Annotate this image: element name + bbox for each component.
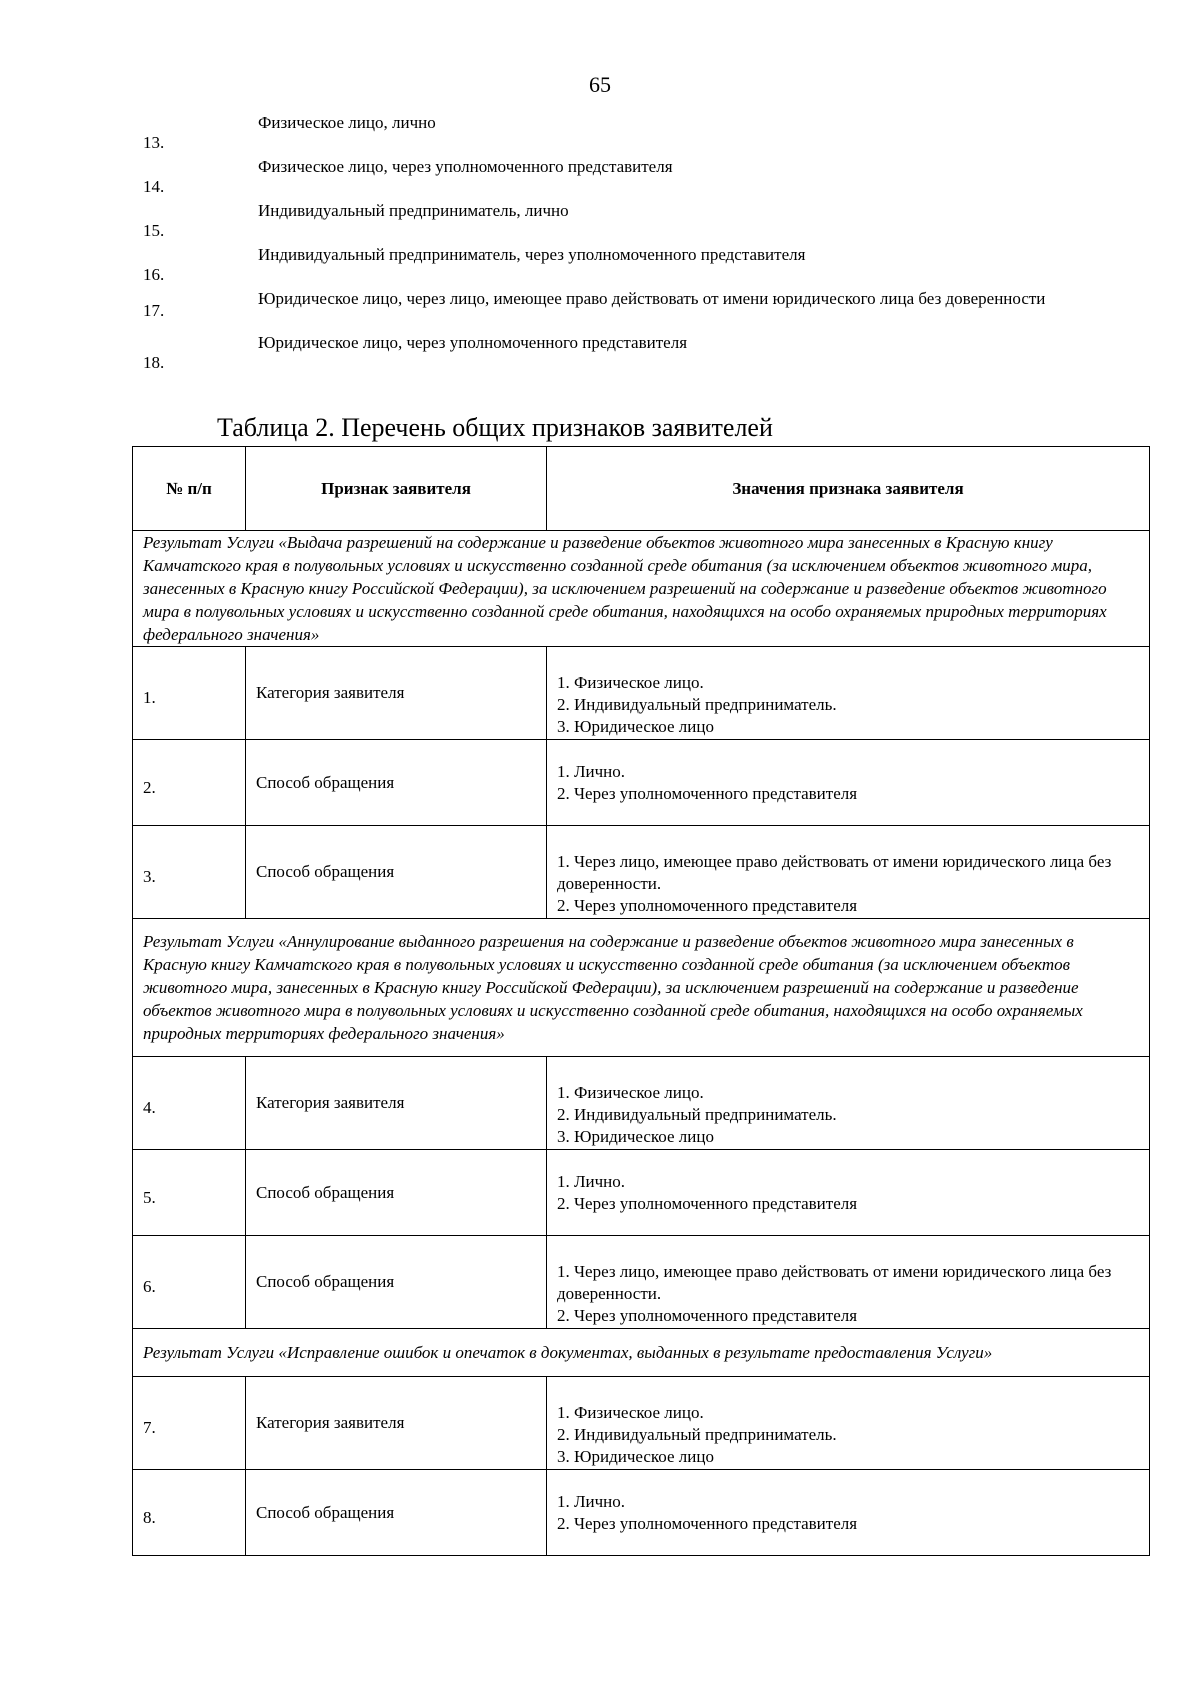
table-row	[133, 1150, 1150, 1236]
row-feature: Способ обращения	[246, 1236, 547, 1329]
row-feature: Способ обращения	[246, 1470, 547, 1556]
section-row	[133, 919, 1150, 1057]
list-item-number: 14.	[143, 177, 165, 196]
list-item	[143, 200, 1143, 244]
list-item-number: 15.	[143, 221, 165, 240]
row-feature: Категория заявителя	[246, 1377, 547, 1470]
table-header-row	[133, 447, 1150, 531]
list-item-text: Индивидуальный предприниматель, через уполномоченного представителя	[258, 245, 806, 264]
row-number: 5.	[133, 1150, 246, 1236]
table-row	[133, 1236, 1150, 1329]
row-number: 7.	[133, 1377, 246, 1470]
row-values: 1. Лично. 2. Через уполномоченного представителя	[547, 1470, 1150, 1556]
table-row	[133, 740, 1150, 826]
row-feature: Категория заявителя	[246, 647, 547, 740]
list-item-number: 13.	[143, 133, 165, 152]
table-row	[133, 1470, 1150, 1556]
row-values: 1. Лично. 2. Через уполномоченного представителя	[547, 1150, 1150, 1236]
row-values: 1. Физическое лицо. 2. Индивидуальный предприниматель. 3. Юридическое лицо	[547, 1057, 1150, 1150]
row-number: 8.	[133, 1470, 246, 1556]
table-row	[133, 1057, 1150, 1150]
list-item-text: Индивидуальный предприниматель, лично	[258, 201, 569, 220]
row-feature: Способ обращения	[246, 1150, 547, 1236]
row-feature: Категория заявителя	[246, 1057, 547, 1150]
row-number: 6.	[133, 1236, 246, 1329]
list-item-number: 16.	[143, 265, 165, 284]
list-item-text: Физическое лицо, лично	[258, 113, 436, 132]
table-row	[133, 647, 1150, 740]
table-row	[133, 1377, 1150, 1470]
table-caption: Таблица 2. Перечень общих признаков заявителей	[217, 413, 773, 442]
list-item	[143, 112, 1143, 156]
list-item-text: Юридическое лицо, через лицо, имеющее право действовать от имени юридического лица без доверенности	[258, 289, 1046, 308]
table-row	[133, 826, 1150, 919]
row-values: 1. Физическое лицо. 2. Индивидуальный предприниматель. 3. Юридическое лицо	[547, 647, 1150, 740]
section-title: Результат Услуги «Аннулирование выданного разрешения на содержание и разведение объектов животного мира занесенных в Красную книгу Камчатского края в полувольных условиях и искусственно созданной среде обитания (за исключением объектов животного мира, занесенных в Красную книгу Российской Федерации), за исключением разрешений на содержание и разведение объектов животного мира в полувольных условиях и искусственно созданной среде обитания, находящихся на особо охраняемых природных территориях федерального значения»	[133, 919, 1150, 1057]
section-title: Результат Услуги «Исправление ошибок и опечаток в документах, выданных в результате предоставления Услуги»	[133, 1329, 1150, 1377]
row-values: 1. Через лицо, имеющее право действовать от имени юридического лица без доверенности. 2. Через уполномоченного представителя	[547, 826, 1150, 919]
row-feature: Способ обращения	[246, 740, 547, 826]
row-number: 3.	[133, 826, 246, 919]
list-item-number: 18.	[143, 353, 165, 372]
header-values: Значения признака заявителя	[547, 447, 1150, 531]
list-item-number: 17.	[143, 301, 165, 320]
row-values: 1. Физическое лицо. 2. Индивидуальный предприниматель. 3. Юридическое лицо	[547, 1377, 1150, 1470]
list-item	[143, 332, 1143, 376]
row-values: 1. Через лицо, имеющее право действовать от имени юридического лица без доверенности. 2. Через уполномоченного представителя	[547, 1236, 1150, 1329]
header-feature: Признак заявителя	[246, 447, 547, 531]
applicant-variants-list	[143, 112, 1143, 376]
row-number: 1.	[133, 647, 246, 740]
row-number: 2.	[133, 740, 246, 826]
row-feature: Способ обращения	[246, 826, 547, 919]
row-number: 4.	[133, 1057, 246, 1150]
list-item	[143, 244, 1143, 288]
list-item-text: Юридическое лицо, через уполномоченного представителя	[258, 333, 688, 352]
page-number: 65	[589, 72, 611, 97]
list-item	[143, 288, 1143, 332]
applicant-features-table	[132, 446, 1150, 1556]
list-item-text: Физическое лицо, через уполномоченного представителя	[258, 157, 673, 176]
row-values: 1. Лично. 2. Через уполномоченного представителя	[547, 740, 1150, 826]
list-item	[143, 156, 1143, 200]
header-number: № п/п	[133, 447, 246, 531]
section-row	[133, 1329, 1150, 1377]
section-row	[133, 531, 1150, 647]
section-title: Результат Услуги «Выдача разрешений на содержание и разведение объектов животного мира занесенных в Красную книгу Камчатского края в полувольных условиях и искусственно созданной среде обитания (за исключением объектов животного мира, занесенных в Красную книгу Российской Федерации), за исключением разрешений на содержание и разведение объектов животного мира в полувольных условиях и искусственно созданной среде обитания, находящихся на особо охраняемых природных территориях федерального значения»	[133, 531, 1150, 647]
